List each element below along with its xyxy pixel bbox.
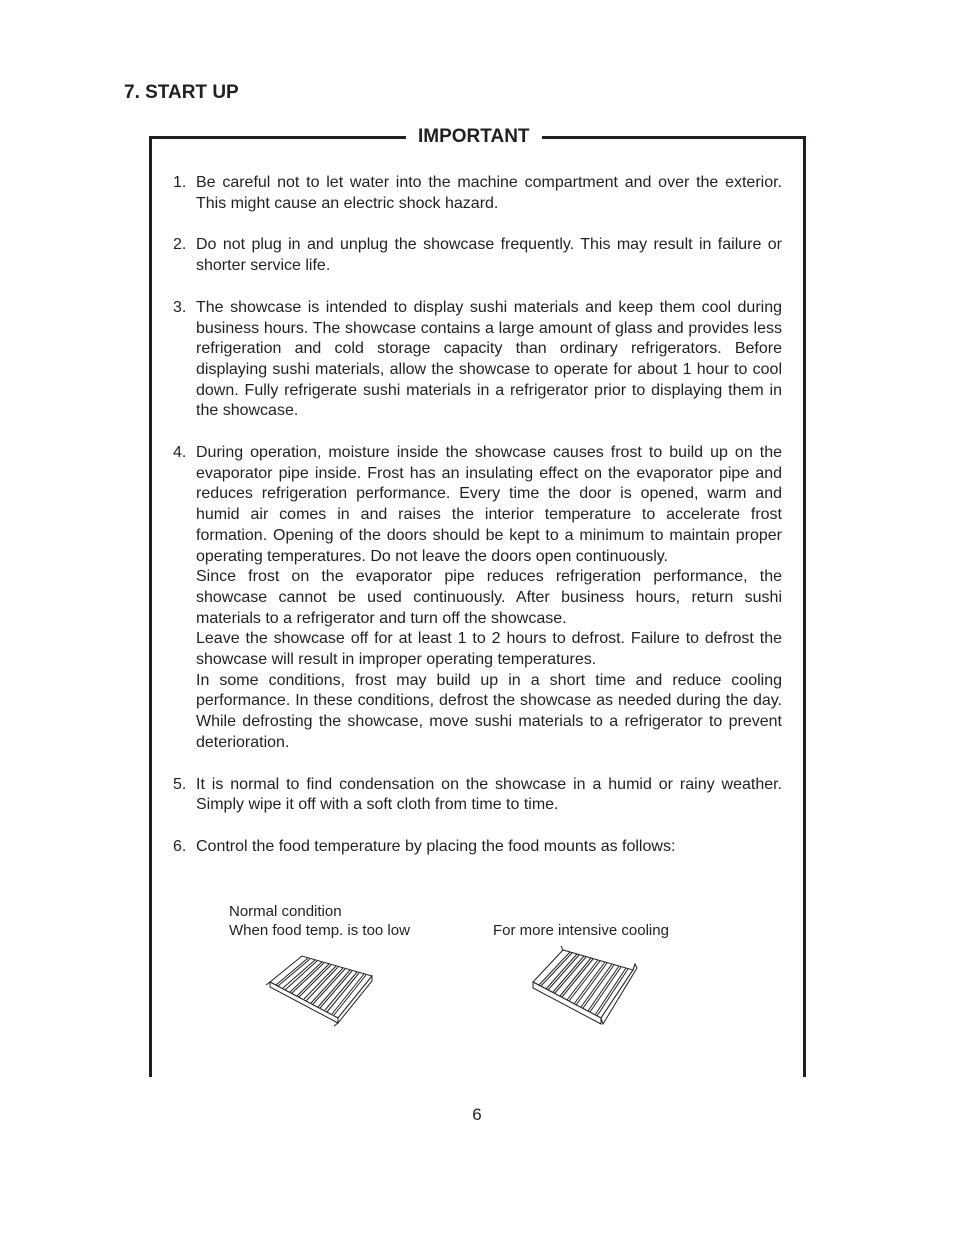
item-number: 6. <box>173 837 187 855</box>
food-mount-tilted-illustration <box>529 944 641 1034</box>
list-item <box>173 298 782 422</box>
item-number: 4. <box>173 444 187 462</box>
left-caption-line2: When food temp. is too low <box>229 922 410 939</box>
list-item <box>173 443 782 754</box>
item-number: 3. <box>173 298 187 316</box>
list-item <box>173 235 782 276</box>
left-caption-line1: Normal condition <box>229 903 342 920</box>
food-mount-flat-illustration <box>264 954 376 1034</box>
right-caption: For more intensive cooling <box>493 922 669 939</box>
item-text: Since frost on the evaporator pipe reduces refrigeration performance, the showcase cannot be used continuously. After business hours, return sushi materials to a refrigerator and turn off the showcase. <box>196 568 782 627</box>
item-text: Do not plug in and unplug the showcase frequently. This may result in failure or shorter service life. <box>196 236 782 275</box>
list-item <box>173 173 782 214</box>
page-number: 6 <box>472 1105 482 1124</box>
item-text: In some conditions, frost may build up in a short time and reduce cooling performance. In these conditions, defrost the showcase as needed during the day. While defrosting the showcase, move sushi materials to a refrigerator to prevent deterioration. <box>196 671 782 751</box>
item-text: Be careful not to let water into the machine compartment and over the exterior. This might cause an electric shock hazard. <box>196 174 782 212</box>
important-list <box>173 173 782 879</box>
item-text: During operation, moisture inside the showcase causes frost to build up on the evaporator pipe inside. Frost has an insulating effect on the evaporator pipe and reduces refrigeration performance. Every time the door is opened, warm and humid air comes in and raises the interior temperature to accelerate frost formation. Opening of the doors should be kept to a minimum to maintain proper operating temperatures. Do not leave the doors open continuously. <box>196 444 782 565</box>
list-item <box>173 837 782 858</box>
item-text: Leave the showcase off for at least 1 to 2 hours to defrost. Failure to defrost the showcase will result in improper operating temperatures. <box>196 630 782 669</box>
item-number: 5. <box>173 775 187 793</box>
box-title: IMPORTANT <box>406 125 542 149</box>
list-item <box>173 775 782 816</box>
item-text: It is normal to find condensation on the showcase in a humid or rainy weather. Simply wipe it off with a soft cloth from time to time. <box>196 775 782 814</box>
section-title: 7. START UP <box>124 82 239 103</box>
item-text: The showcase is intended to display sushi materials and keep them cool during business hours. The showcase contains a large amount of glass and provides less refrigeration and cold storage capacity than ordinary refrigerators. Before displaying sushi materials, allow the showcase to operate for about 1 hour to cool down. Fully refrigerate sushi materials in a refrigerator prior to displaying them in the showcase. <box>196 298 782 420</box>
important-box <box>149 126 806 1077</box>
item-text: Control the food temperature by placing the food mounts as follows: <box>196 837 676 855</box>
item-number: 2. <box>173 236 187 254</box>
item-number: 1. <box>173 174 187 191</box>
